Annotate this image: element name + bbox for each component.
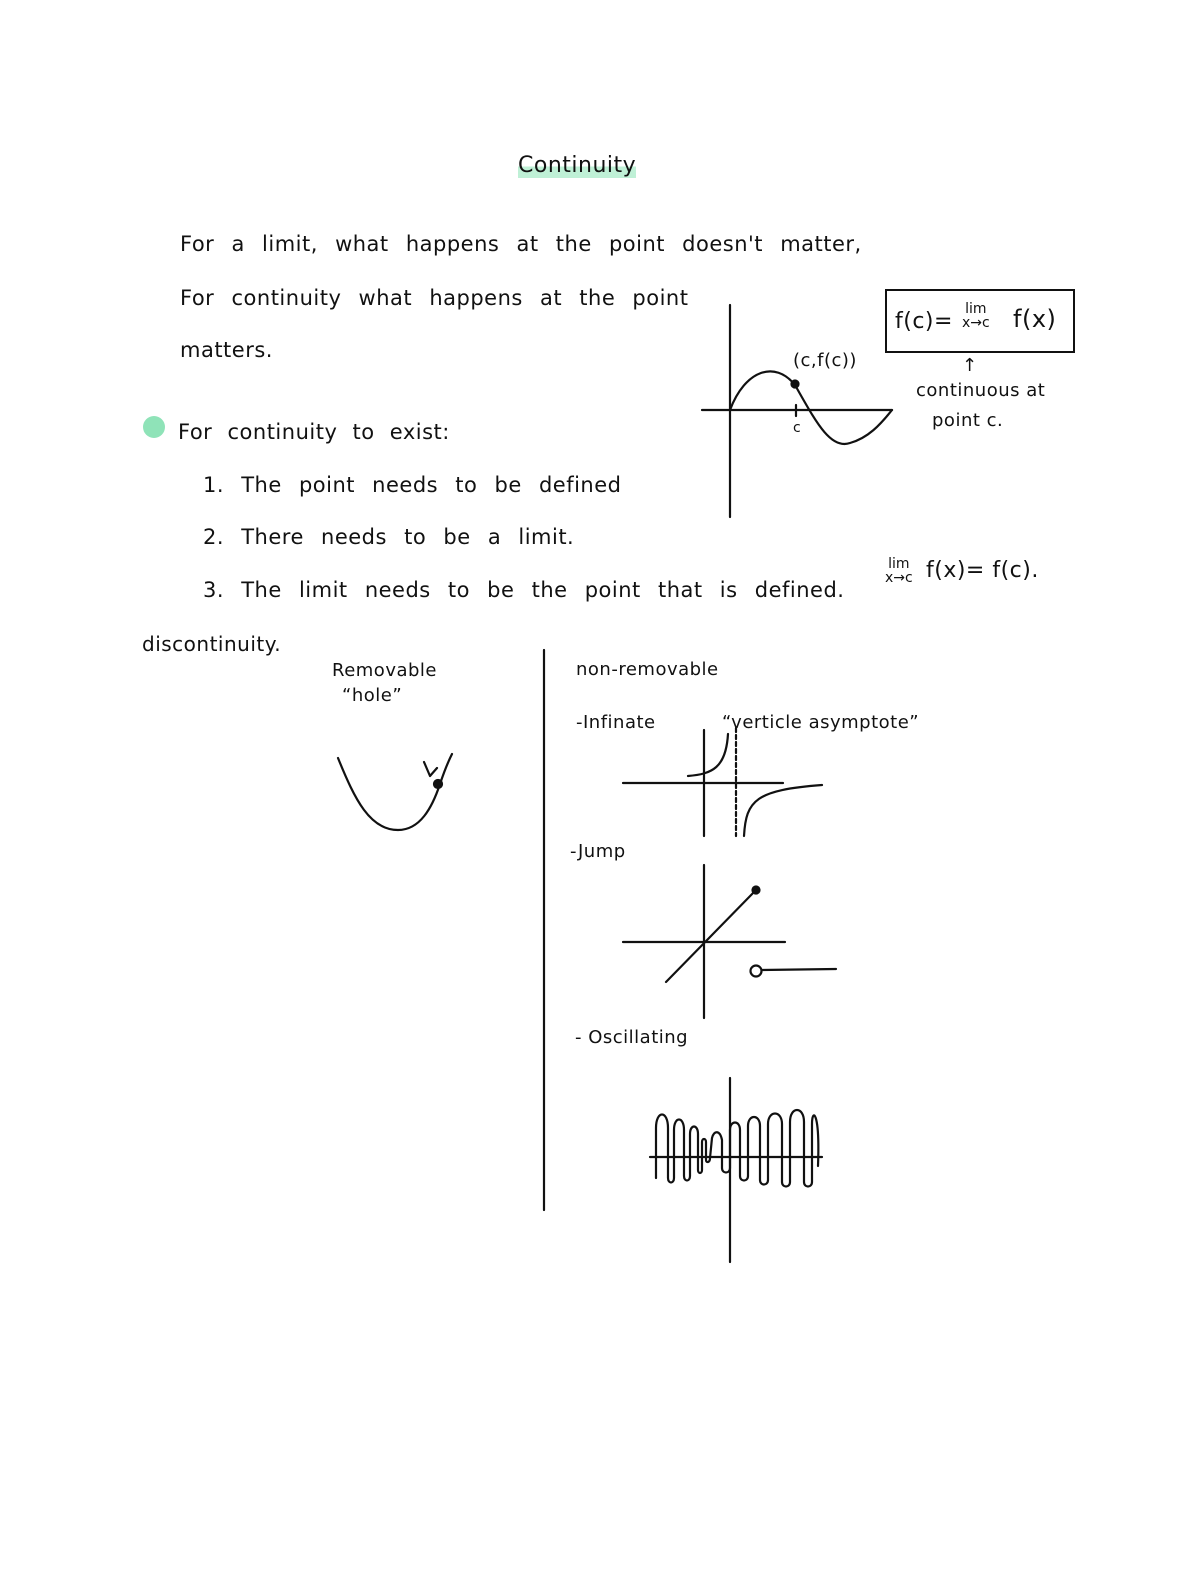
continuity-point xyxy=(792,381,799,388)
condition-item-1: 1. The point needs to be defined xyxy=(203,473,622,497)
infinite-note: “verticle asymptote” xyxy=(722,712,920,733)
condition-item-2: 2. There needs to be a limit. xyxy=(203,525,575,549)
removable-graph xyxy=(338,754,452,830)
infinite-label: -Infinate xyxy=(576,712,656,733)
jump-label: -Jump xyxy=(570,841,626,862)
continuity-curve xyxy=(730,371,892,444)
infinite-left-branch xyxy=(688,734,728,776)
intro-line-3: matters. xyxy=(180,338,273,362)
definition-rhs: f(x) xyxy=(1013,305,1057,333)
oscillating-graph xyxy=(650,1078,822,1262)
jump-right-segment xyxy=(762,969,836,970)
limit-eq-expr: f(x)= f(c). xyxy=(926,558,1039,583)
non-removable-label: non-removable xyxy=(576,659,719,680)
intro-line-2: For continuity what happens at the point xyxy=(180,286,689,310)
discontinuity-heading: discontinuity. xyxy=(142,632,282,656)
removable-curve xyxy=(338,754,452,830)
arrow-up-icon: ↑ xyxy=(962,355,978,376)
jump-left-segment xyxy=(666,890,756,982)
definition-note-1: continuous at xyxy=(916,380,1046,401)
removable-label: Removable xyxy=(332,660,438,681)
removable-hole-mark xyxy=(424,762,437,776)
limit-eq-sub: x→c xyxy=(885,570,913,586)
definition-lim-sub: x→c xyxy=(962,315,990,331)
limit-eq-lim-word: lim xyxy=(888,556,910,572)
removable-sublabel: “hole” xyxy=(342,685,403,706)
infinite-graph xyxy=(623,728,822,836)
conditions-heading: For continuity to exist: xyxy=(178,420,450,444)
jump-closed-point xyxy=(753,887,760,894)
definition-lhs: f(c)= xyxy=(895,309,953,334)
graph-c-label: c xyxy=(793,420,802,436)
graph-point-label: (c,f(c)) xyxy=(793,350,857,371)
condition-item-3: 3. The limit needs to be the point that is defined. xyxy=(203,578,845,602)
definition-note-2: point c. xyxy=(932,410,1004,431)
infinite-right-branch xyxy=(744,785,822,836)
oscillating-curve xyxy=(656,1110,818,1187)
oscillating-label: - Oscillating xyxy=(575,1027,689,1048)
jump-graph xyxy=(623,865,836,1018)
intro-line-1: For a limit, what happens at the point doesn't matter, xyxy=(180,232,862,256)
jump-open-point xyxy=(751,966,762,977)
page-title: Continuity xyxy=(518,153,637,178)
continuity-graph xyxy=(702,305,892,517)
removable-hole-point xyxy=(434,780,442,788)
definition-lim-word: lim xyxy=(965,301,987,317)
